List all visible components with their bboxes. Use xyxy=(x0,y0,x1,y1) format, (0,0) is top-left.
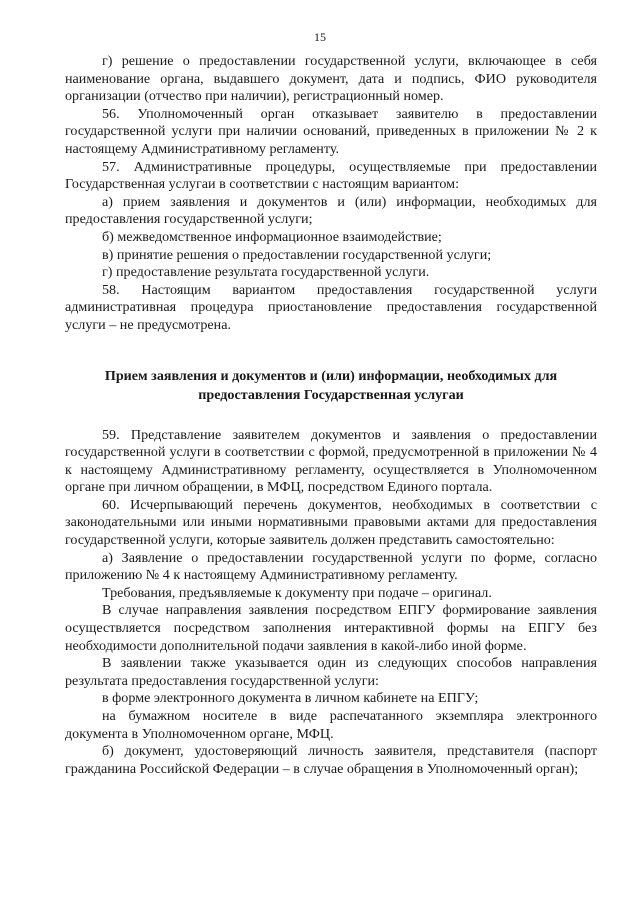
section-heading: Прием заявления и документов и (или) информации, необходимых для предоставления Государственная услугаи xyxy=(104,367,558,403)
list-item-g: г) предоставление результата государственной услуги. xyxy=(102,264,430,281)
list-item-b: б) межведомственное информационное взаимодействие; xyxy=(102,228,442,245)
paragraph-method-electronic: в форме электронного документа в личном кабинете на ЕПГУ; xyxy=(102,690,479,707)
document-body xyxy=(65,53,597,778)
page-number: 15 xyxy=(314,30,326,44)
paragraph-60: 60. Исчерпывающий перечень документов, необходимых в соответствии с законодательными или иными нормативными правовыми актами для предоставления государственной услуги, которые заявитель должен представить самостоятельно: xyxy=(65,496,597,549)
list-item-a-application: а) Заявление о предоставлении государственной услуги по форме, согласно приложению № 4 к настоящему Административному регламенту. xyxy=(65,549,597,584)
list-item-a: а) прием заявления и документов и (или) информации, необходимых для предоставления государственной услуги; xyxy=(65,193,597,228)
paragraph-56: 56. Уполномоченный орган отказывает заявителю в предоставлении государственной услуги при наличии оснований, приведенных в приложении № 2 к настоящему Административному регламенту. xyxy=(65,105,597,157)
paragraph-requirements: Требования, предъявляемые к документу при подаче – оригинал. xyxy=(102,584,492,601)
paragraph-method-paper: на бумажном носителе в виде распечатанного экземпляра электронного документа в Уполномоченном органе, МФЦ. xyxy=(65,708,597,742)
paragraph-58: 58. Настоящим вариантом предоставления государственной услуги административная процедура приостановление предоставления государственной услуги – не предусмотрена. xyxy=(65,281,597,333)
paragraph-59: 59. Представление заявителем документов и заявления о предоставлении государственной услуги в соответствии с формой, предусмотренной в приложении № 4 к настоящему Административному регламенту, осуществляется в Уполномоченном органе при личном обращении, в МФЦ, посредством Единого портала. xyxy=(65,426,597,496)
list-item-v: в) принятие решения о предоставлении государственной услуги; xyxy=(102,246,492,263)
paragraph-result-methods: В заявлении также указывается один из следующих способов направления результата предоставления государственной услуги: xyxy=(65,655,597,689)
list-item-b-identity: б) документ, удостоверяющий личность заявителя, представителя (паспорт гражданина Российской Федерации – в случае обращения в Уполномоченный орган); xyxy=(65,743,597,777)
paragraph-epgu: В случае направления заявления посредством ЕПГУ формирование заявления осуществляется посредством заполнения интерактивной формы на ЕПГУ без необходимости дополнительной подачи заявления в какой-либо иной форме. xyxy=(65,602,597,654)
paragraph-57: 57. Административные процедуры, осуществляемые при предоставлении Государственная услугаи в соответствии с настоящим вариантом: xyxy=(65,158,597,193)
paragraph-item-g: г) решение о предоставлении государственной услуги, включающее в себя наименование органа, выдавшего документ, дата и подпись, ФИО руководителя организации (отчество при наличии), регистрационный номер. xyxy=(65,53,597,105)
